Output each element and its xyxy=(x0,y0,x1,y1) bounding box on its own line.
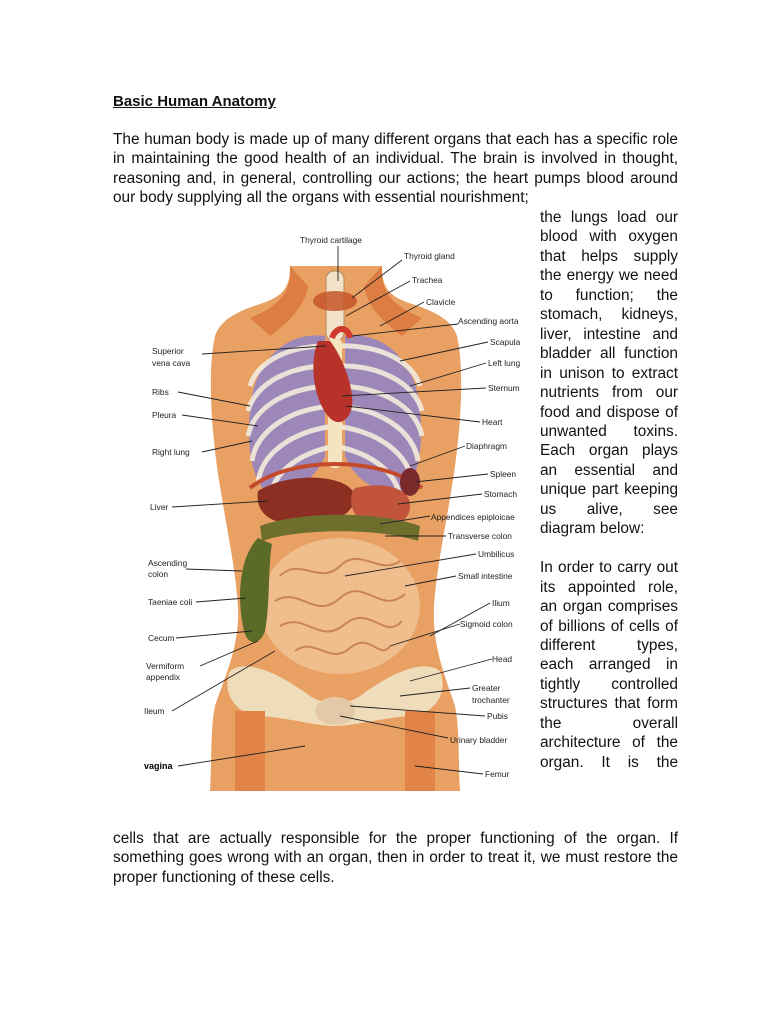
label-ascending-colon-2: colon xyxy=(148,569,169,579)
label-umbilicus: Umbilicus xyxy=(478,549,515,559)
label-vermiform-appendix-2: appendix xyxy=(146,672,180,682)
label-spleen: Spleen xyxy=(490,469,517,479)
label-trachea: Trachea xyxy=(412,275,443,285)
femur-right xyxy=(405,711,435,791)
label-cecum: Cecum xyxy=(148,633,175,643)
label-sigmoid-colon: Sigmoid colon xyxy=(460,619,513,629)
label-urinary-bladder: Urinary bladder xyxy=(450,735,508,745)
label-ilium: Ilium xyxy=(492,598,510,608)
label-right-lung: Right lung xyxy=(152,447,190,457)
label-scapula: Scapula xyxy=(490,337,521,347)
label-thyroid-cartilage: Thyroid cartilage xyxy=(300,235,362,245)
label-superior-vena-cava-2: vena cava xyxy=(152,358,191,368)
label-left-lung: Left lung xyxy=(488,358,521,368)
page-title: Basic Human Anatomy xyxy=(113,93,276,110)
label-ribs: Ribs xyxy=(152,387,169,397)
label-taeniae-coli: Taeniae coli xyxy=(148,597,193,607)
label-pleura: Pleura xyxy=(152,410,177,420)
label-stomach: Stomach xyxy=(484,489,518,499)
label-sternum: Sternum xyxy=(488,383,520,393)
label-diaphragm: Diaphragm xyxy=(466,441,507,451)
label-superior-vena-cava: Superior xyxy=(152,346,184,356)
label-femur: Femur xyxy=(485,769,510,779)
label-greater-trochanter: Greater xyxy=(472,683,501,693)
label-head: Head xyxy=(492,654,513,664)
thyroid-shape xyxy=(313,291,357,311)
label-ileum: Ileum xyxy=(144,706,165,716)
label-greater-trochanter-2: trochanter xyxy=(472,695,510,705)
label-vagina: vagina xyxy=(144,761,173,771)
label-thyroid-gland: Thyroid gland xyxy=(404,251,455,261)
label-small-intestine: Small intestine xyxy=(458,571,513,581)
label-ascending-colon: Ascending xyxy=(148,558,188,568)
femur-left xyxy=(235,711,265,791)
side-paragraph-cells: In order to carry out its appointed role, an organ comprises of billions of cells of different types, each arranged in tightly controlled structures that form the overall architecture of the organ. It is the xyxy=(540,559,678,771)
closing-paragraph: cells that are actually responsible for the proper functioning of the organ. If something goes wrong with an organ, then in order to treat it, we must restore the proper functioning of these cells. xyxy=(113,830,678,886)
anatomy-diagram xyxy=(140,226,525,791)
label-transverse-colon: Transverse colon xyxy=(448,531,512,541)
label-appendices-epiploicae: Appendices epiploicae xyxy=(431,512,515,522)
anatomy-illustration xyxy=(140,226,525,791)
label-liver: Liver xyxy=(150,502,169,512)
side-paragraph-lungs: the lungs load our blood with oxygen that helps supply the energy we need to function; the stomach, kidneys, liver, intestine and bladder all function in unison to extract nutrients from our food and dispose of unwanted toxins. Each organ plays an essential and unique part keeping us alive, see diagram below: xyxy=(540,209,678,538)
side-text-column xyxy=(540,208,678,772)
bladder-shape xyxy=(315,697,355,725)
label-clavicle: Clavicle xyxy=(426,297,456,307)
label-vermiform-appendix: Vermiform xyxy=(146,661,185,671)
label-pubis: Pubis xyxy=(487,711,508,721)
label-ascending-aorta: Ascending aorta xyxy=(458,316,519,326)
label-heart: Heart xyxy=(482,417,503,427)
intro-paragraph: The human body is made up of many different organs that each has a specific role in maintaining the good health of an individual. The brain is involved in thought, reasoning and, in general, controlling our actions; the heart pumps blood around our body supplying all the organs with essential nourishment; xyxy=(113,131,678,207)
